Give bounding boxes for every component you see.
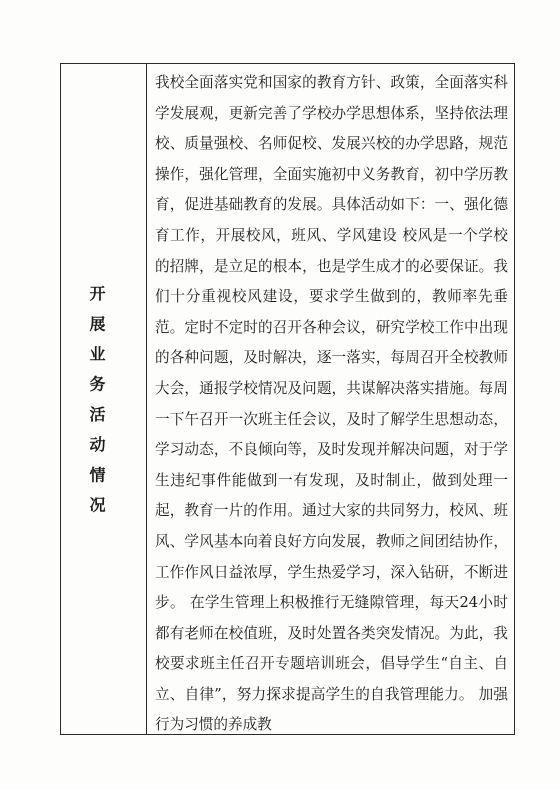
label-cell (61, 64, 147, 734)
form-table (60, 63, 515, 735)
content-cell (147, 64, 514, 734)
activity-description: 我校全面落实党和国家的教育方针、政策，全面落实科学发展观，更新完善了学校办学思想体系，坚持依法理校、质量强校、名师促校、发展兴校的办学思路，规范操作，强化管理，全面实施初中义务教育，初中学历教育，促进基础教育的发展。具体活动如下：一、强化德育工作，开展校风，班风、学风建设 校风是一个学校的招牌，是立足的根本，也是学生成才的必要保证。我们十分重视校风建设，要求学生做到的，教师率先垂范。定时不定时的召开各种会议，研究学校工作中出现的各种问题，及时解决，逐一落实，每周召开全校教师大会，通报学校情况及问题，共谋解决落实措施。每周一下午召开一次班主任会议，及时了解学生思想动态，学习动态，不良倾向等，及时发现并解决问题，对于学生违纪事件能做到一有发现，及时制止，做到处理一起，教育一片的作用。通过大家的共同努力，校风、班风、学风基本向着良好方向发展，教师之间团结协作，工作作风日益浓厚，学生热爱学习，深入钻研，不断进步。 在学生管理上积极推行无缝隙管理，每天24小时都有老师在校值班，及时处置各类突发情况。为此，我校要求班主任召开专题培训班会，倡导学生“自主、自立、自律”，努力探求提高学生的自我管理能力。 加强行为习惯的养成教 (155, 74, 508, 734)
row-label: 开展业务活动情况 (87, 285, 106, 527)
